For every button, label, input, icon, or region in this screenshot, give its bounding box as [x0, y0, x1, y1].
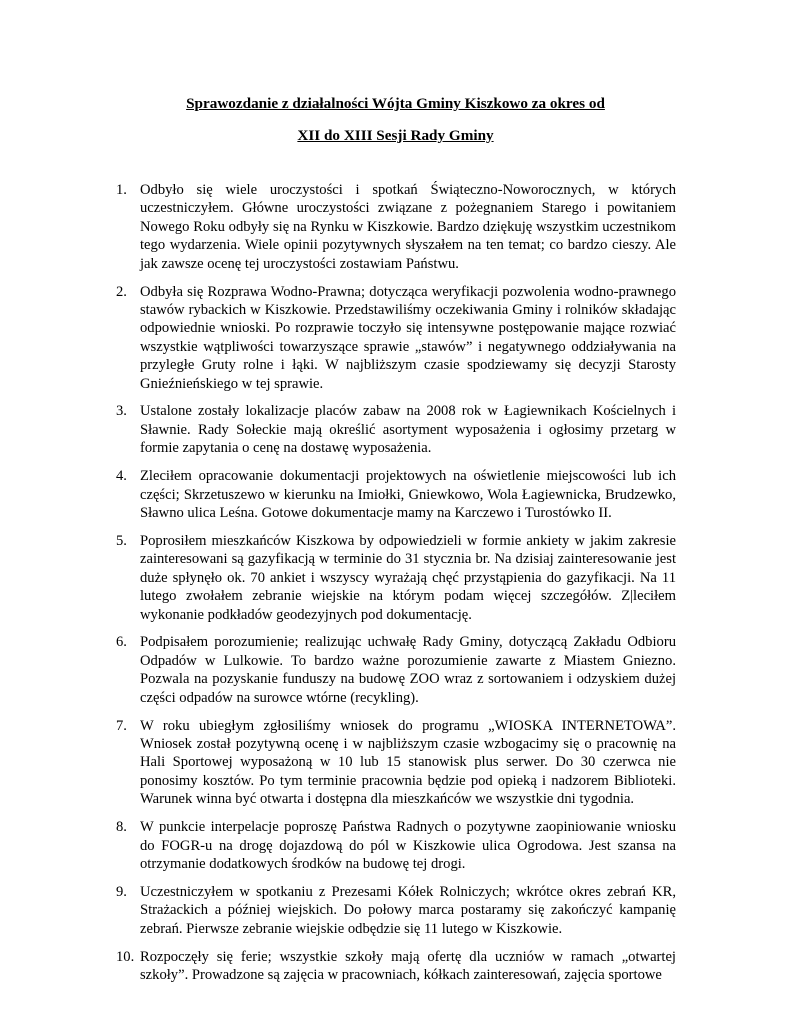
list-item-text: Poprosiłem mieszkańców Kiszkowa by odpowiedzieli w formie ankiety w jakim zakresie zainteresowani są gazyfikacją w terminie do 31 stycznia br. Na dzisiaj zainteresowanie jest duże spłynęło ok. 70 ankiet i wszyscy wyrażają chęć przystąpienia do gazyfikacji. Na 11 lutego zwołałem zebranie wiejskie na którym podam więcej szczegółów. Z|leciłem wykonanie podkładów geodezyjnych pod dokumentację. — [140, 532, 676, 623]
list-item-text: Podpisałem porozumienie; realizując uchwałę Rady Gminy, dotyczącą Zakładu Odbioru Odpadów w Lulkowie. To bardzo ważne porozumienie zawarte z Miastem Gniezno. Pozwala na pozyskanie funduszy na budowę ZOO wraz z sortowaniem i odzyskiem dużej części odpadów na surowce wtórne (recykling). — [140, 634, 676, 706]
list-item-text: Uczestniczyłem w spotkaniu z Prezesami Kółek Rolniczych; wkrótce okres zebrań KR, Strażackich a później wiejskich. Do połowy marca postaramy się zakończyć kampanię zebrań. Pierwsze zebranie wiejskie odbędzie się 11 lutego w Kiszkowie. — [140, 883, 676, 937]
list-item — [116, 633, 676, 707]
list-item-number: 9. — [116, 883, 127, 900]
list-item-number: 1. — [116, 182, 127, 198]
list-item — [116, 283, 676, 393]
list-item-text: Rozpoczęły się ferie; wszystkie szkoły mają ofertę dla uczniów w ramach „otwartej szkoły”. Prowadzone są zajęcia w pracowniach, kółkach zainteresowań, zajęcia sportowe — [140, 948, 676, 983]
list-item-text: W roku ubiegłym zgłosiliśmy wniosek do programu „WIOSKA INTERNETOWA”. Wniosek został pozytywną ocenę i w najbliższym czasie wzbogacimy się o pracownię na Hali Sportowej wyposażoną w 10 lub 15 stanowisk plus serwer. Do 30 czerwca nie ponosimy kosztów. Po tym terminie pracownia będzie pod opieką i nadzorem Biblioteki. Warunek winna być otwarta i dostępna dla mieszkańców we wszystkie dni tygodnia. — [140, 717, 676, 808]
list-item-text: Ustalone zostały lokalizacje placów zabaw na 2008 rok w Łagiewnikach Kościelnych i Sławnie. Rady Sołeckie mają określić asortyment wyposażenia i ogłosimy przetarg w formie zapytania o cenę na dostawę wyposażenia. — [140, 403, 676, 457]
list-item-number: 7. — [116, 717, 127, 734]
list-item — [116, 948, 676, 985]
report-item-list — [116, 181, 676, 994]
list-item-number: 3. — [116, 403, 127, 420]
list-item-number: 5. — [116, 532, 127, 549]
list-item — [116, 818, 676, 873]
list-item-number: 2. — [116, 283, 127, 300]
list-item — [116, 467, 676, 522]
list-item-text: Odbyło się wiele uroczystości i spotkań Świąteczno-Noworocznych, w których uczestniczyłem. Główne uroczystości związane z pożegnaniem Starego i powitaniem Nowego Roku odbyły się na Rynku w Kiszkowie. Bardzo dziękuję wszystkim uczestnikom tego wydarzenia. Wiele opinii pozytywnych słyszałem na ten temat; co bardzo cieszy. Ale jak zawsze ocenę tej uroczystości zostawiam Państwu. — [140, 182, 676, 272]
list-item — [116, 717, 676, 809]
list-item-number: 10. — [116, 948, 135, 965]
list-item-number: 4. — [116, 468, 127, 485]
list-item-text: Zleciłem opracowanie dokumentacji projektowych na oświetlenie miejscowości lub ich części; Skrzetuszewo w kierunku na Imiołki, Gniewkowo, Wola Łagiewnicka, Brudzewko, Sławno ulica Leśna. Gotowe dokumentacje mamy na Karczewo i Turostówko II. — [140, 468, 676, 521]
document-title-line-2: XII do XIII Sesji Rady Gminy — [297, 127, 494, 144]
list-item-number: 8. — [116, 819, 127, 836]
list-item — [116, 883, 676, 938]
list-item — [116, 532, 676, 624]
list-item — [116, 402, 676, 457]
list-item-text: Odbyła się Rozprawa Wodno-Prawna; dotycząca weryfikacji pozwolenia wodno-prawnego stawów rybackich w Kiszkowie. Przedstawiliśmy oczekiwania Gminy i rolników składając odpowiednie wnioski. Po rozprawie toczyło się intensywne postępowanie mające rozwiać wszystkie wątpliwości towarzyszące sprawie „stawów” i negatywnego oddziaływania na przyległe Gruty rolne i łąki. W najbliższym czasie spodziewamy się decyzji Starosty Gnieźnieńskiego w tej sprawie. — [140, 283, 676, 392]
list-item — [116, 181, 676, 273]
list-item-text: W punkcie interpelacje poproszę Państwa Radnych o pozytywne zaopiniowanie wniosku do FOGR-u na drogę dojazdową do pól w Kiszkowie ulica Ogrodowa. Jest szansa na otrzymanie dodatkowych środków na budowę tej drogi. — [140, 819, 676, 872]
list-item-number: 6. — [116, 634, 127, 651]
document-title-line-1: Sprawozdanie z działalności Wójta Gminy Kiszkowo za okres od — [186, 95, 605, 112]
